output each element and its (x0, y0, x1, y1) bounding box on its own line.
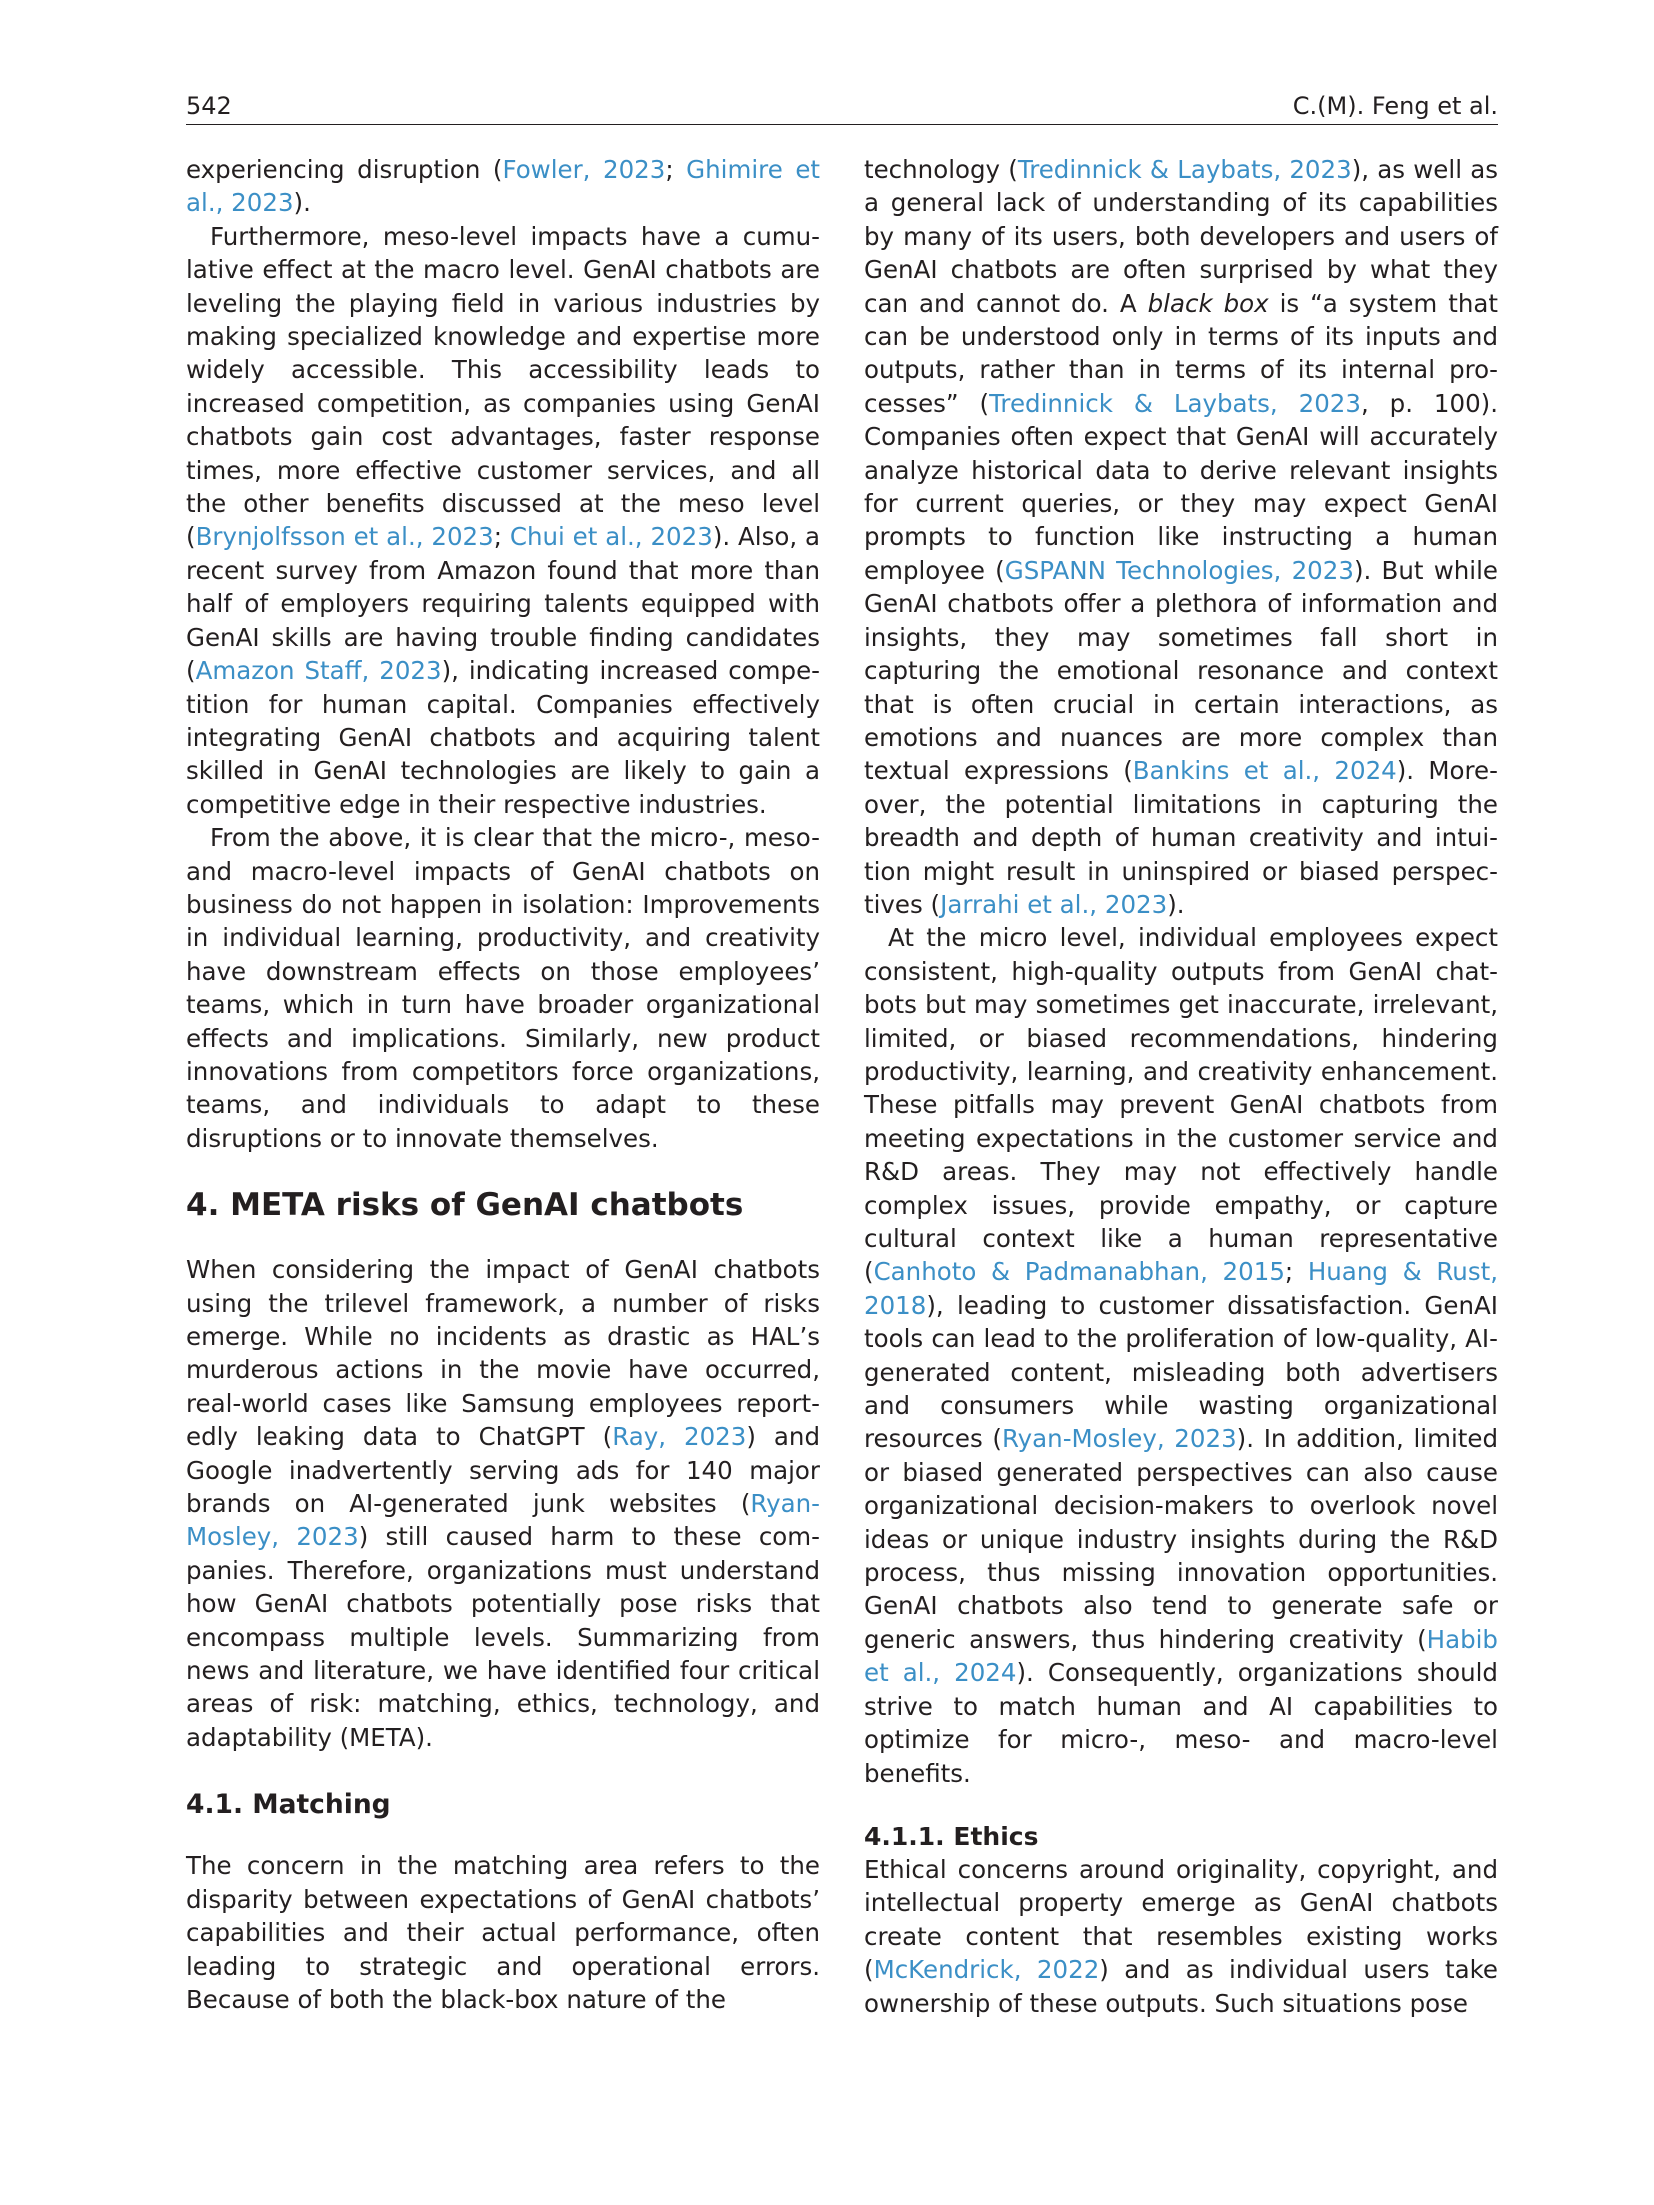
citation-link[interactable]: Tredinnick & Laybats, 2023 (1017, 155, 1352, 184)
citation-link[interactable]: Tredinnick & Laybats, 2023 (989, 388, 1361, 418)
right-column (864, 153, 1498, 2020)
citation-link[interactable]: Jarrahi et al., 2023 (940, 889, 1168, 919)
citation-link[interactable]: Huang & Rust, 2018 (864, 1257, 1498, 1320)
citation-link[interactable]: Brynjolfsson et al., 2023 (195, 522, 494, 552)
paragraph: technology (Tredinnick & Laybats, 2023), as well as a general lack of understanding of its capabilities by many of its users, both developers and users of GenAI chatbots are often surprised by what they can and cannot do. A black box is “a system that can be understood only in terms of its inputs and outputs, rather than in terms of its internal processes” (Tredinnick & Laybats, 2023, p. 100). Companies often expect that GenAI will accurately analyze historical data to derive relevant insights for current queries, or they may expect GenAI prompts to function like instructing a human employee (GSPANN Technologies, 2023). But while GenAI chatbots offer a plethora of information and insights, they may sometimes fall short in capturing the emotional resonance and context that is often crucial in certain interactions, as emotions and nuances are more complex than textual expressions (Bankins et al., 2024). Moreover, the potential limitations in capturing the breadth and depth of human creativity and intuition might result in uninspired or biased perspectives (Jarrahi et al., 2023). (864, 155, 1499, 919)
citation-link[interactable]: GSPANN Technologies, 2023 (1004, 555, 1354, 585)
left-column (186, 153, 820, 2016)
citation-link[interactable]: Fowler, 2023 (502, 155, 666, 184)
subsection-heading: 4.1. Matching (186, 1789, 391, 1821)
citation-link[interactable]: McKendrick, 2022 (873, 1955, 1100, 1985)
running-head-authors: C.(M). Feng et al. (1292, 92, 1498, 120)
citation-link[interactable]: Ryan-Mosley, 2023 (1001, 1424, 1237, 1454)
citation-link[interactable]: Ghimire et al., 2023 (186, 155, 820, 218)
citation-link[interactable]: Canhoto & Padmanabhan, 2015 (873, 1257, 1285, 1287)
paragraph: experiencing disruption (Fowler, 2023; Ghimire et al., 2023). (186, 155, 820, 218)
page-number: 542 (186, 92, 232, 120)
subsubsection-heading: 4.1.1. Ethics (864, 1821, 1039, 1851)
section-heading: 4. META risks of GenAI chatbots (186, 1187, 744, 1224)
paragraph: At the micro level, individual employees expect consistent, high-quality outputs from GenAI chatbots but may sometimes get inaccurate, irrelevant, limited, or biased recommendations, hindering productivity, learning, and creativity enhancement. These pitfalls may prevent GenAI chatbots from meeting expectations in the customer service and R&D areas. They may not effectively handle complex issues, provide empathy, or capture cultural context like a human representative (Canhoto & Padmanabhan, 2015; Huang & Rust, 2018), leading to customer dissatisfaction. GenAI tools can lead to the proliferation of low-quality, AI-generated content, misleading both advertisers and consumers while wasting organizational resources (Ryan-Mosley, 2023). In addition, limited or biased generated perspectives can also cause organizational decision-makers to overlook novel ideas or unique industry insights during the R&D process, thus missing innovation opportunities. GenAI chatbots also tend to generate safe or generic answers, thus hindering creativity (Habib et al., 2024). Consequently, organizations should strive to match human and AI capabilities to optimize for micro-, meso- and macro-level benefits. (864, 923, 1498, 1788)
citation-link[interactable]: Habib et al., 2024 (864, 1624, 1498, 1688)
paragraph: Furthermore, meso-level impacts have a cumulative effect at the macro level. GenAI chatbots are leveling the playing field in various industries by making specialized knowledge and expertise more widely accessible. This accessibility leads to increased competition, as companies using GenAI chatbots gain cost advantages, faster response times, more effective customer services, and all the other benefits discussed at the meso level (Brynjolfsson et al., 2023; Chui et al., 2023). Also, a recent survey from Amazon found that more than half of employers requiring talents equipped with GenAI skills are having trouble finding candidates (Amazon Staff, 2023), indicating increased competition for human capital. Companies effectively integrating GenAI chatbots and acquiring talent skilled in GenAI technologies are likely to gain a competitive edge in their respective industries. (186, 221, 820, 819)
running-header (186, 86, 1498, 125)
citation-link[interactable]: Ray, 2023 (612, 1422, 747, 1452)
citation-link[interactable]: Ryan-Mosley, 2023 (186, 1489, 820, 1552)
citation-link[interactable]: Amazon Staff, 2023 (195, 656, 442, 686)
paragraph: The concern in the matching area refers to the disparity between expectations of GenAI chatbots’ capabilities and their actual performance, often leading to strategic and operational errors. Because of both the black-box nature of the (186, 1851, 820, 2014)
paragraph: Ethical concerns around originality, copyright, and intellectual property emerge as GenAI chatbots create content that resembles existing works (McKendrick, 2022) and as individual users take ownership of these outputs. Such situations pose (864, 1854, 1498, 2018)
citation-link[interactable]: Bankins et al., 2024 (1132, 756, 1397, 786)
citation-link[interactable]: Chui et al., 2023 (509, 522, 713, 552)
paragraph: When considering the impact of GenAI chatbots using the trilevel framework, a number of risks emerge. While no incidents as drastic as HAL’s murderous actions in the movie have occurred, real-world cases like Samsung employees reportedly leaking data to ChatGPT (Ray, 2023) and Google inadvertently serving ads for 140 major brands on AI-generated junk websites (Ryan-Mosley, 2023) still caused harm to these companies. Therefore, organizations must understand how GenAI chatbots potentially pose risks that encompass multiple levels. Summarizing from news and literature, we have identified four critical areas of risk: matching, ethics, technology, and adaptability (META). (186, 1255, 820, 1752)
paragraph: From the above, it is clear that the micro-, meso- and macro-level impacts of GenAI chatbots on business do not happen in isolation: Improvements in individual learning, productivity, and creativity have downstream effects on those employees’ teams, which in turn have broader organizational effects and implications. Similarly, new product innovations from competitors force organizations, teams, and individuals to adapt to these disruptions or to innovate themselves. (186, 823, 820, 1153)
